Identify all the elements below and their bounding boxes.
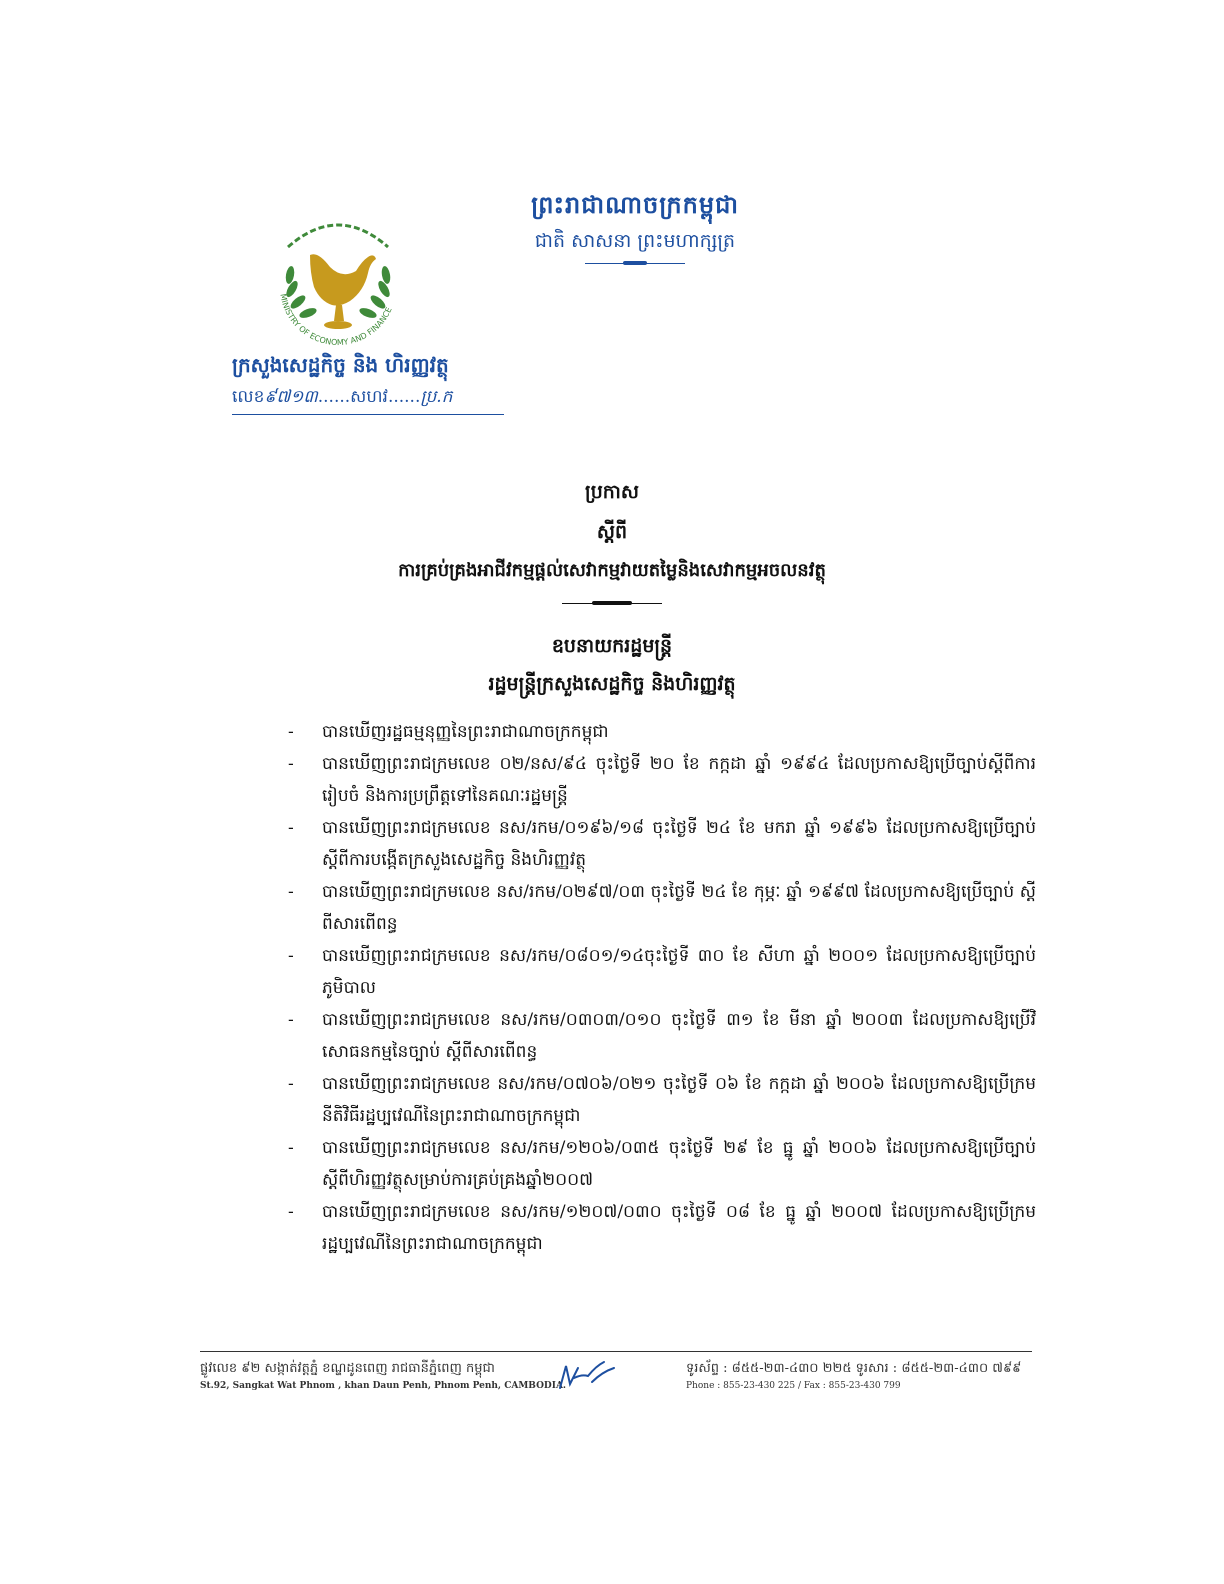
list-item: - បានឃើញព្រះរាជក្រមលេខ នស/រកម/០២៩៧/០៣ ចុះថ្ងៃទី ២៤ ខែ កុម្ភៈ ឆ្នាំ ១៩៩៧ ដែលប្រកាសឱ្យប្រើច្បាប់ ស្តីពីសារពើពន្ធ [284, 876, 1036, 940]
ref-mid: ......សហវ...... [317, 387, 421, 407]
footer-address [200, 1360, 570, 1391]
ref-number-handwritten: ៩៧១៣ [264, 387, 318, 407]
contact-khmer: ទូរស័ព្ទ : ៨៥៥-២៣-៤៣០ ២២៥ ទូរសារ : ៨៥៥-២៣-៤៣០ ៧៩៩ [686, 1361, 1022, 1376]
ministry-seal-icon [258, 207, 418, 352]
footer-divider [200, 1351, 1032, 1352]
list-item: - បានឃើញព្រះរាជក្រមលេខ នស/រកម/០៨០១/១៤ចុះថ្ងៃទី ៣០ ខែ សីហា ឆ្នាំ ២០០១ ដែលប្រកាសឱ្យប្រើច្បាប់ភូមិបាល [284, 940, 1036, 1004]
issuing-minister: រដ្ឋមន្ត្រីក្រសួងសេដ្ឋកិច្ច និងហិរញ្ញវត្ថុ [488, 673, 736, 695]
address-khmer: ផ្លូវលេខ ៩២ សង្កាត់វត្តភ្នំ ខណ្ឌដូនពេញ រាជធានីភ្នំពេញ កម្ពុជា [200, 1361, 495, 1376]
ref-label: លេខ [232, 387, 265, 407]
ministry-name: ក្រសួងសេដ្ឋកិច្ច និង ហិរញ្ញវត្ថុ [232, 353, 449, 377]
contact-english: Phone : 855-23-430 225 / Fax : 855-23-430 799 [686, 1381, 901, 1391]
seal-lettering: MINISTRY OF ECONOMY AND FINANCE [278, 292, 394, 348]
list-item: - បានឃើញព្រះរាជក្រមលេខ នស/រកម/០១៩៦/១៨ ចុះថ្ងៃទី ២៤ ខែ មករា ឆ្នាំ ១៩៩៦ ដែលប្រកាសឱ្យប្រើច្បាប់ស្តីពីការបង្កើតក្រសួងសេដ្ឋកិច្ច និងហិរញ្ញវត្ថុ [284, 812, 1036, 876]
ref-tail-handwritten: ប្រ.ក [420, 387, 453, 407]
list-item: - បានឃើញព្រះរាជក្រមលេខ នស/រកម/១២០៦/០៣៥ ចុះថ្ងៃទី ២៩ ខែ ធ្នូ ឆ្នាំ ២០០៦ ដែលប្រកាសឱ្យប្រើច្បាប់ស្តីពីហិរញ្ញវត្ថុសម្រាប់ការគ្រប់គ្រងឆ្នាំ២០០៧ [284, 1132, 1036, 1196]
considerations-list [284, 716, 1036, 1260]
document-type: ប្រកាស [585, 481, 639, 503]
list-item: - បានឃើញព្រះរាជក្រមលេខ នស/រកម/០៣០៣/០១០ ចុះថ្ងៃទី ៣១ ខែ មីនា ឆ្នាំ ២០០៣ ដែលប្រកាសឱ្យប្រើវិសោធនកម្មនៃច្បាប់ ស្តីពីសារពើពន្ធ [284, 1004, 1036, 1068]
list-item: - បានឃើញព្រះរាជក្រមលេខ ០២/នស/៩៤ ចុះថ្ងៃទី ២០ ខែ កក្កដា ឆ្នាំ ១៩៩៤ ដែលប្រកាសឱ្យប្រើច្បាប់ស្តីពីការរៀបចំ និងការប្រព្រឹត្តទៅនៃគណៈរដ្ឋមន្ត្រី [284, 748, 1036, 812]
kingdom-ornament-divider [585, 263, 685, 264]
kingdom-title: ព្រះរាជាណាចក្រកម្ពុជា [531, 190, 739, 219]
issuing-authority: ឧបនាយករដ្ឋមន្ត្រី [551, 635, 673, 657]
reference-number-line [232, 386, 504, 415]
title-block [200, 480, 1024, 700]
list-item: - បានឃើញព្រះរាជក្រមលេខ នស/រកម/១២០៧/០៣០ ចុះថ្ងៃទី ០៨ ខែ ធ្នូ ឆ្នាំ ២០០៧ ដែលប្រកាសឱ្យប្រើក្រមរដ្ឋប្បវេណីនៃព្រះរាជាណាចក្រកម្ពុជា [284, 1196, 1036, 1260]
ornament-divider [562, 603, 662, 604]
initials-signature-icon [552, 1358, 622, 1394]
kingdom-motto: ជាតិ សាសនា ព្រះមហាក្សត្រ [534, 230, 736, 252]
list-item: - បានឃើញព្រះរាជក្រមលេខ នស/រកម/០៧០៦/០២១ ចុះថ្ងៃទី ០៦ ខែ កក្កដា ឆ្នាំ ២០០៦ ដែលប្រកាសឱ្យប្រើក្រមនីតិវិធីរដ្ឋប្បវេណីនៃព្រះរាជាណាចក្រកម្ពុជា [284, 1068, 1036, 1132]
kingdom-header [470, 190, 800, 264]
list-item: - បានឃើញរដ្ឋធម្មនុញ្ញនៃព្រះរាជាណាចក្រកម្ពុជា [284, 716, 1036, 748]
document-subject: ការគ្រប់គ្រងអាជីវកម្មផ្តល់សេវាកម្មវាយតម្លៃនិងសេវាកម្មអចលនវត្ថុ [398, 560, 826, 581]
document-about: ស្តីពី [596, 521, 628, 543]
address-english: St.92, Sangkat Wat Phnom , khan Daun Penh, Phnom Penh, CAMBODIA. [200, 1381, 567, 1391]
footer-contact [686, 1360, 1032, 1391]
